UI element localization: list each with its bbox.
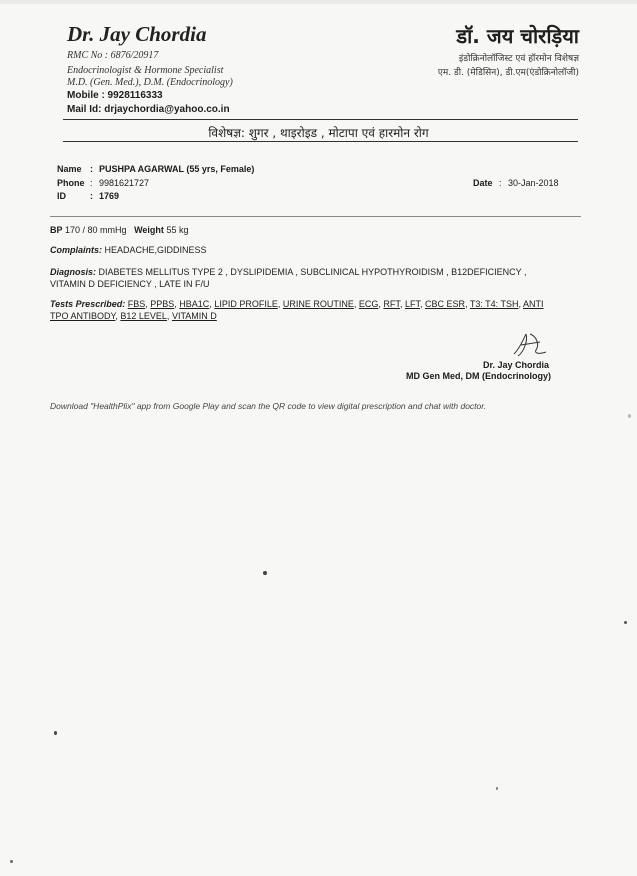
patient-id: 1769 [99,191,120,201]
patient-id-label: ID [57,191,66,201]
scan-speck [10,860,13,863]
colon: : [499,178,502,188]
complaints-line: Complaints: HEADACHE,GIDDINESS [50,245,207,255]
complaints-label: Complaints [50,245,100,255]
signature-name: Dr. Jay Chordia [482,360,549,370]
visit-date: 30-Jan-2018 [508,178,559,188]
footer-note: Download "HealthPlix" app from Google Play and scan the QR code to view digital prescription and chat with doctor. [50,401,487,411]
complaints-value: HEADACHE,GIDDINESS [104,245,207,255]
doctor-name-hindi: डॉ. जय चोरड़िया [456,24,579,48]
rmc-number: RMC No : 6876/20917 [67,50,159,61]
test-item: URINE ROUTINE [282,299,354,309]
test-item: PPBS [150,299,175,309]
tests-label: Tests Prescribed [50,299,123,309]
section-divider [50,216,581,217]
patient-phone: 9981621727 [99,178,150,188]
colon: : [90,191,93,201]
test-item: VITAMIN D [171,311,217,321]
tests-line-1: Tests Prescribed: FBS, PPBS, HBA1C, LIPID PROFILE, URINE ROUTINE, ECG, RFT, LFT, CBC ESR, T3: T4: TSH, ANTI [50,299,544,309]
scan-speck [624,621,627,624]
header-rule-bottom [63,141,578,142]
patient-name-label: Name [57,164,82,174]
scan-speck [628,414,631,418]
scan-speck [263,571,267,575]
diagnosis-value-1: DIABETES MELLITUS TYPE 2 , DYSLIPIDEMIA , SUBCLINICAL HYPOTHYROIDISM , B12DEFICIENCY , [98,267,527,277]
scan-edge [0,0,637,4]
test-item: LFT [404,299,420,309]
signature-qualification: MD Gen Med, DM (Endocrinology) [406,371,551,381]
test-item: B12 LEVEL [120,311,167,321]
bp-value: 170 / 80 mmHg [65,225,127,235]
doctor-email: Mail Id: drjaychordia@yahoo.co.in [67,104,230,115]
test-item: HBA1C [179,299,210,309]
test-item: TPO ANTIBODY [50,311,116,321]
test-item: CBC ESR [424,299,465,309]
test-item: T3: T4: TSH [469,299,519,309]
test-item: LIPID PROFILE [214,299,278,309]
diagnosis-value-2: VITAMIN D DEFICIENCY , LATE IN F/U [50,279,210,289]
patient-phone-label: Phone [57,178,85,188]
tests-line-2: TPO ANTIBODY, B12 LEVEL, VITAMIN D [50,311,217,321]
test-item: FBS [127,299,146,309]
date-label: Date [473,178,493,188]
scan-speck [54,731,57,735]
weight-label: Weight [134,225,164,235]
doctor-mobile: Mobile : 9928116333 [67,90,163,101]
header-rule-top [63,119,578,120]
doctor-name: Dr. Jay Chordia [67,22,207,46]
test-item: RFT [383,299,400,309]
colon: : [90,178,93,188]
doctor-specialty-hindi: इंडोक्रिनोलॉजिस्ट एवं हॉरमोन विशेषज्ञ [458,54,579,64]
weight-value: 55 kg [166,225,189,235]
vitals-line [50,225,188,235]
specialization-banner: विशेषज्ञ: शुगर , थाइरोइड , मोटापा एवं हारमोन रोग [208,126,429,140]
diagnosis-line-1: Diagnosis: DIABETES MELLITUS TYPE 2 , DYSLIPIDEMIA , SUBCLINICAL HYPOTHYROIDISM , B12DEFICIENCY , [50,267,527,277]
test-item: ECG [358,299,379,309]
colon: : [90,164,93,174]
doctor-specialty: Endocrinologist & Hormone Specialist [67,65,224,76]
diagnosis-label: Diagnosis [50,267,94,277]
test-item: ANTI [523,299,544,309]
doctor-degrees-hindi: एम. डी. (मेडिसिन), डी.एम(एंडोक्रिनोलॉजी) [437,68,579,78]
bp-label: BP [50,225,63,235]
doctor-degrees: M.D. (Gen. Med.), D.M. (Endocrinology) [67,77,233,88]
scan-speck [496,787,498,790]
patient-name: PUSHPA AGARWAL (55 yrs, Female) [99,164,255,174]
signature-scribble [506,330,550,360]
